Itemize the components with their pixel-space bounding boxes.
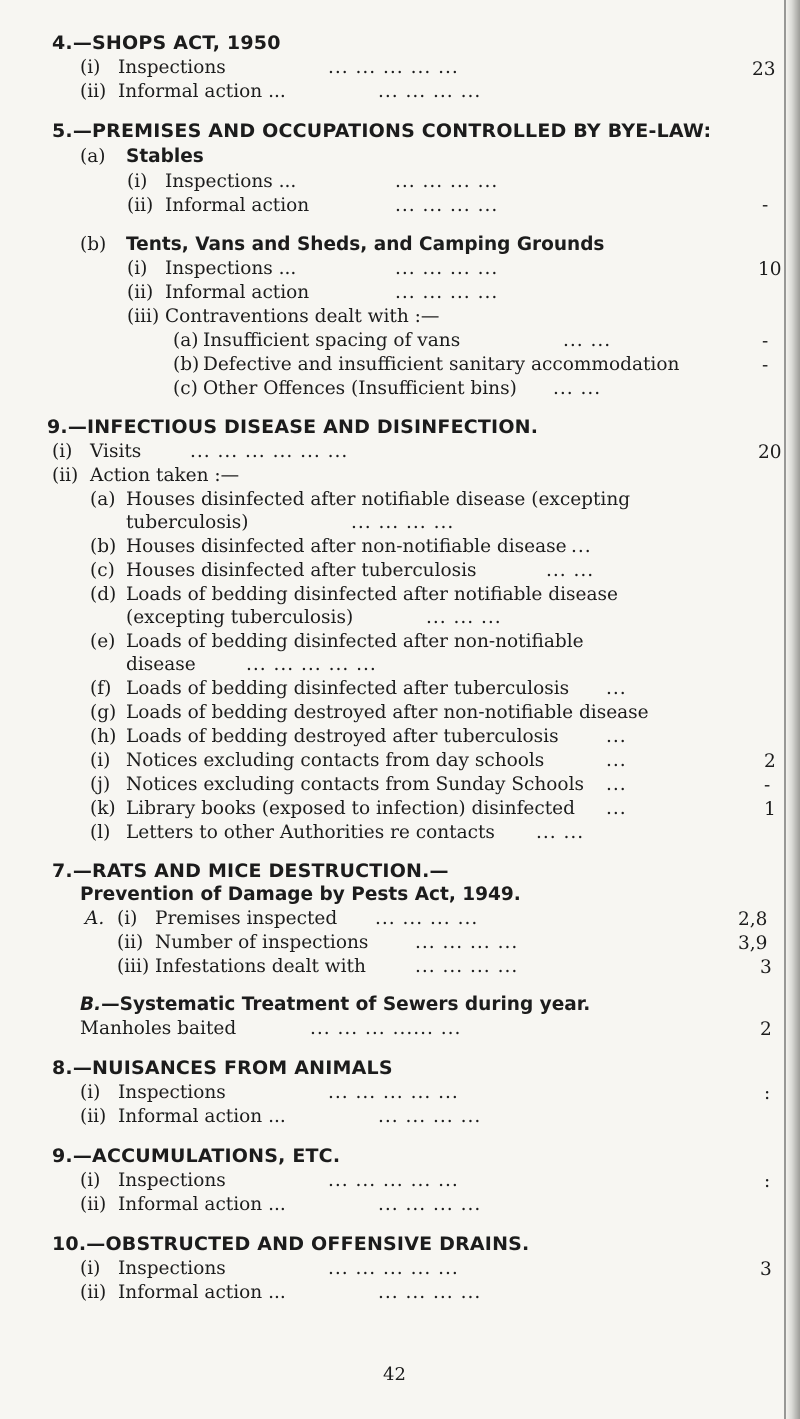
item-number: (d)	[90, 584, 117, 605]
leader-dots: ... ...	[563, 330, 612, 351]
item-number: (c)	[90, 560, 115, 581]
section-10-heading: 10.—OBSTRUCTED AND OFFENSIVE DRAINS.	[52, 1233, 530, 1255]
s6-item-l	[90, 822, 584, 844]
s5b-item-ii	[127, 282, 498, 304]
item-text: Inspections	[118, 57, 226, 78]
item-text: Other Offences (Insufficient bins)	[203, 378, 517, 399]
item-number: (k)	[90, 798, 116, 819]
s5a-title	[80, 146, 204, 168]
s4-item-i	[80, 57, 459, 79]
item-number: (ii)	[80, 1106, 107, 1127]
s10-item-i	[80, 1258, 459, 1280]
s9-item-ii	[80, 1194, 481, 1216]
leader-dots: ...	[606, 678, 627, 699]
item-number: (iii)	[127, 306, 160, 327]
part-label: A.	[85, 908, 105, 929]
item-text: Inspections ...	[165, 258, 297, 279]
leader-dots: ... ... ... ...	[378, 1282, 482, 1303]
leader-dots: ... ...	[553, 378, 602, 399]
item-number: (b)	[173, 354, 200, 375]
s6-item-ii	[52, 465, 239, 487]
item-number: (i)	[127, 258, 148, 279]
leader-dots: ... ... ... ...	[378, 1106, 482, 1127]
s7-manholes	[80, 1018, 461, 1040]
leader-dots: ... ... ... ... ... ...	[190, 441, 349, 462]
leader-dots: ... ... ... ...	[395, 282, 499, 303]
s5b-item-i-value: 10	[758, 259, 782, 280]
leader-dots: ... ... ... ... ...	[328, 1170, 459, 1191]
item-text-cont: disease	[126, 654, 196, 675]
s5b-sub-b	[173, 354, 679, 376]
item-number: (i)	[52, 441, 73, 462]
sub-title: Tents, Vans and Sheds, and Camping Grounds	[126, 234, 605, 255]
s6-item-a-cont	[126, 512, 454, 534]
leader-dots: ... ...	[546, 560, 595, 581]
section-8-heading: 8.—NUISANCES FROM ANIMALS	[52, 1057, 393, 1079]
item-number: (ii)	[80, 1282, 107, 1303]
leader-dots: ...	[606, 750, 627, 771]
s7-subheading: Prevention of Damage by Pests Act, 1949.	[80, 884, 521, 905]
leader-dots: ... ... ... ...... ...	[310, 1018, 462, 1039]
leader-dots: ... ... ... ...	[395, 195, 499, 216]
item-text: Visits	[90, 441, 142, 462]
item-number: (i)	[117, 908, 138, 929]
item-number: (l)	[90, 822, 111, 843]
item-text: Action taken :—	[90, 465, 240, 486]
s10-item-i-value: 3	[760, 1259, 772, 1280]
s6-item-e	[90, 631, 584, 653]
item-number: (a)	[90, 489, 116, 510]
s4-item-ii	[80, 81, 481, 103]
s6-item-j-value: -	[764, 775, 771, 796]
item-text: Loads of bedding disinfected after notifiable disease	[126, 584, 618, 605]
s6-item-i2	[90, 750, 627, 772]
s9-item-i	[80, 1170, 459, 1192]
item-number: (c)	[173, 378, 198, 399]
item-number: (f)	[90, 678, 112, 699]
s7-manholes-value: 2	[760, 1019, 772, 1040]
item-text: Insufficient spacing of vans	[203, 330, 461, 351]
leader-dots: ... ... ... ... ...	[328, 1082, 459, 1103]
leader-dots: ... ... ... ...	[378, 81, 482, 102]
item-text: Inspections	[118, 1170, 226, 1191]
page-edge	[786, 0, 800, 1419]
item-text: Houses disinfected after non-notifiable disease	[126, 536, 567, 557]
leader-dots: ... ... ... ... ...	[328, 1258, 459, 1279]
s5a-item-ii	[127, 195, 498, 217]
s6-item-e-cont	[126, 654, 377, 676]
item-text: Informal action ...	[118, 1194, 286, 1215]
item-text: Library books (exposed to infection) disinfected	[126, 798, 575, 819]
item-number: (i)	[80, 1170, 101, 1191]
item-text: Loads of bedding destroyed after tuberculosis	[126, 726, 559, 747]
section-9-heading: 9.—ACCUMULATIONS, ETC.	[52, 1145, 341, 1167]
item-text: Loads of bedding disinfected after non-notifiable	[126, 631, 584, 652]
s8-item-ii	[80, 1106, 481, 1128]
leader-dots: ... ... ... ...	[415, 932, 519, 953]
leader-dots: ... ... ... ...	[415, 956, 519, 977]
s7-part-b-title	[80, 994, 590, 1016]
item-text: Houses disinfected after tuberculosis	[126, 560, 477, 581]
s5a-item-i	[127, 171, 498, 193]
s5b-title	[80, 234, 604, 256]
s7-item-i-value: 2,8	[738, 909, 768, 930]
section-4-heading: 4.—SHOPS ACT, 1950	[52, 32, 281, 54]
item-text: Infestations dealt with	[155, 956, 366, 977]
item-text: Loads of bedding disinfected after tuberculosis	[126, 678, 570, 699]
leader-dots: ...	[606, 774, 627, 795]
s5b-sub-c	[173, 378, 601, 400]
page-number: 42	[383, 1364, 406, 1385]
leader-dots: ... ... ...	[426, 607, 502, 628]
item-text: Informal action	[165, 195, 310, 216]
leader-dots: ... ... ... ...	[395, 171, 499, 192]
item-number: (ii)	[117, 932, 144, 953]
s5b-item-i	[127, 258, 498, 280]
s6-item-d	[90, 584, 618, 606]
s6-item-c	[90, 560, 594, 582]
item-number: (ii)	[52, 465, 79, 486]
item-text: Notices excluding contacts from day schools	[126, 750, 545, 771]
s5b-sub-a	[173, 330, 611, 352]
section-6-heading: 9.—INFECTIOUS DISEASE AND DISINFECTION.	[47, 416, 539, 438]
item-text: Informal action ...	[118, 81, 286, 102]
item-text: Contraventions dealt with :—	[165, 306, 440, 327]
item-number: (a)	[173, 330, 199, 351]
s6-item-b	[90, 536, 592, 558]
item-text: Manholes baited	[80, 1018, 237, 1039]
leader-dots: ... ... ... ...	[351, 512, 455, 533]
leader-dots: ... ... ... ... ...	[328, 57, 459, 78]
item-number: (e)	[90, 631, 116, 652]
item-number: (i)	[80, 1082, 101, 1103]
item-text: Houses disinfected after notifiable disease (excepting	[126, 489, 631, 510]
s6-item-f	[90, 678, 627, 700]
item-text: Premises inspected	[155, 908, 338, 929]
leader-dots: ...	[606, 726, 627, 747]
s5b-sub-b-value: -	[762, 355, 769, 376]
s6-item-i-value: 20	[758, 442, 782, 463]
s5a-item-ii-value: -	[762, 195, 769, 216]
s5b-item-iii	[127, 306, 439, 328]
s6-item-i	[52, 441, 348, 463]
item-text: Notices excluding contacts from Sunday Schools	[126, 774, 584, 795]
item-number: (g)	[90, 702, 117, 723]
item-text: Number of inspections	[155, 932, 369, 953]
leader-dots: ... ...	[536, 822, 585, 843]
item-number: (ii)	[80, 81, 107, 102]
item-number: (iii)	[117, 956, 150, 977]
sub-label: (a)	[80, 146, 106, 167]
leader-dots: ...	[606, 798, 627, 819]
s7-item-i	[85, 908, 478, 930]
s5b-sub-a-value: -	[762, 331, 769, 352]
leader-dots: ... ... ... ...	[375, 908, 479, 929]
sub-label: (b)	[80, 234, 107, 255]
item-number: (i)	[80, 57, 101, 78]
item-text: Defective and insufficient sanitary accommodation	[203, 354, 680, 375]
s9-item-i-value: :	[764, 1171, 771, 1192]
s10-item-ii	[80, 1282, 481, 1304]
item-text: Informal action ...	[118, 1106, 286, 1127]
s6-item-a	[90, 489, 630, 511]
s4-item-i-value: 23	[752, 59, 776, 80]
s6-item-j	[90, 774, 627, 796]
s7-item-ii	[117, 932, 518, 954]
section-5-heading: 5.—PREMISES AND OCCUPATIONS CONTROLLED BY BYE-LAW:	[52, 120, 712, 142]
item-text: Inspections	[118, 1082, 226, 1103]
item-number: (ii)	[127, 195, 154, 216]
s6-item-i2-value: 2	[764, 751, 776, 772]
item-text-cont: tuberculosis)	[126, 512, 249, 533]
item-number: (j)	[90, 774, 111, 795]
section-7-heading: 7.—RATS AND MICE DESTRUCTION.—	[52, 860, 449, 882]
part-title: —Systematic Treatment of Sewers during year.	[101, 994, 591, 1015]
s7-item-iii	[117, 956, 518, 978]
sub-title: Stables	[126, 146, 204, 167]
item-number: (i)	[80, 1258, 101, 1279]
leader-dots: ...	[571, 536, 592, 557]
s6-item-h	[90, 726, 627, 748]
item-number: (i)	[127, 171, 148, 192]
item-text: Inspections	[118, 1258, 226, 1279]
item-number: (ii)	[80, 1194, 107, 1215]
leader-dots: ... ... ... ... ...	[246, 654, 377, 675]
leader-dots: ... ... ... ...	[395, 258, 499, 279]
item-text: Loads of bedding destroyed after non-notifiable disease	[126, 702, 649, 723]
s8-item-i-value: :	[764, 1083, 771, 1104]
s6-item-k-value: 1	[764, 799, 776, 820]
item-number: (h)	[90, 726, 117, 747]
part-label: B.	[80, 994, 102, 1015]
item-number: (b)	[90, 536, 117, 557]
s7-item-ii-value: 3,9	[738, 933, 768, 954]
item-text-cont: (excepting tuberculosis)	[126, 607, 354, 628]
item-text: Informal action ...	[118, 1282, 286, 1303]
item-text: Informal action	[165, 282, 310, 303]
s6-item-g	[90, 702, 649, 724]
item-text: Letters to other Authorities re contacts	[126, 822, 495, 843]
item-text: Inspections ...	[165, 171, 297, 192]
item-number: (ii)	[127, 282, 154, 303]
s8-item-i	[80, 1082, 459, 1104]
item-number: (i)	[90, 750, 111, 771]
s7-item-iii-value: 3	[760, 957, 772, 978]
s6-item-d-cont	[126, 607, 502, 629]
s6-item-k	[90, 798, 627, 820]
leader-dots: ... ... ... ...	[378, 1194, 482, 1215]
